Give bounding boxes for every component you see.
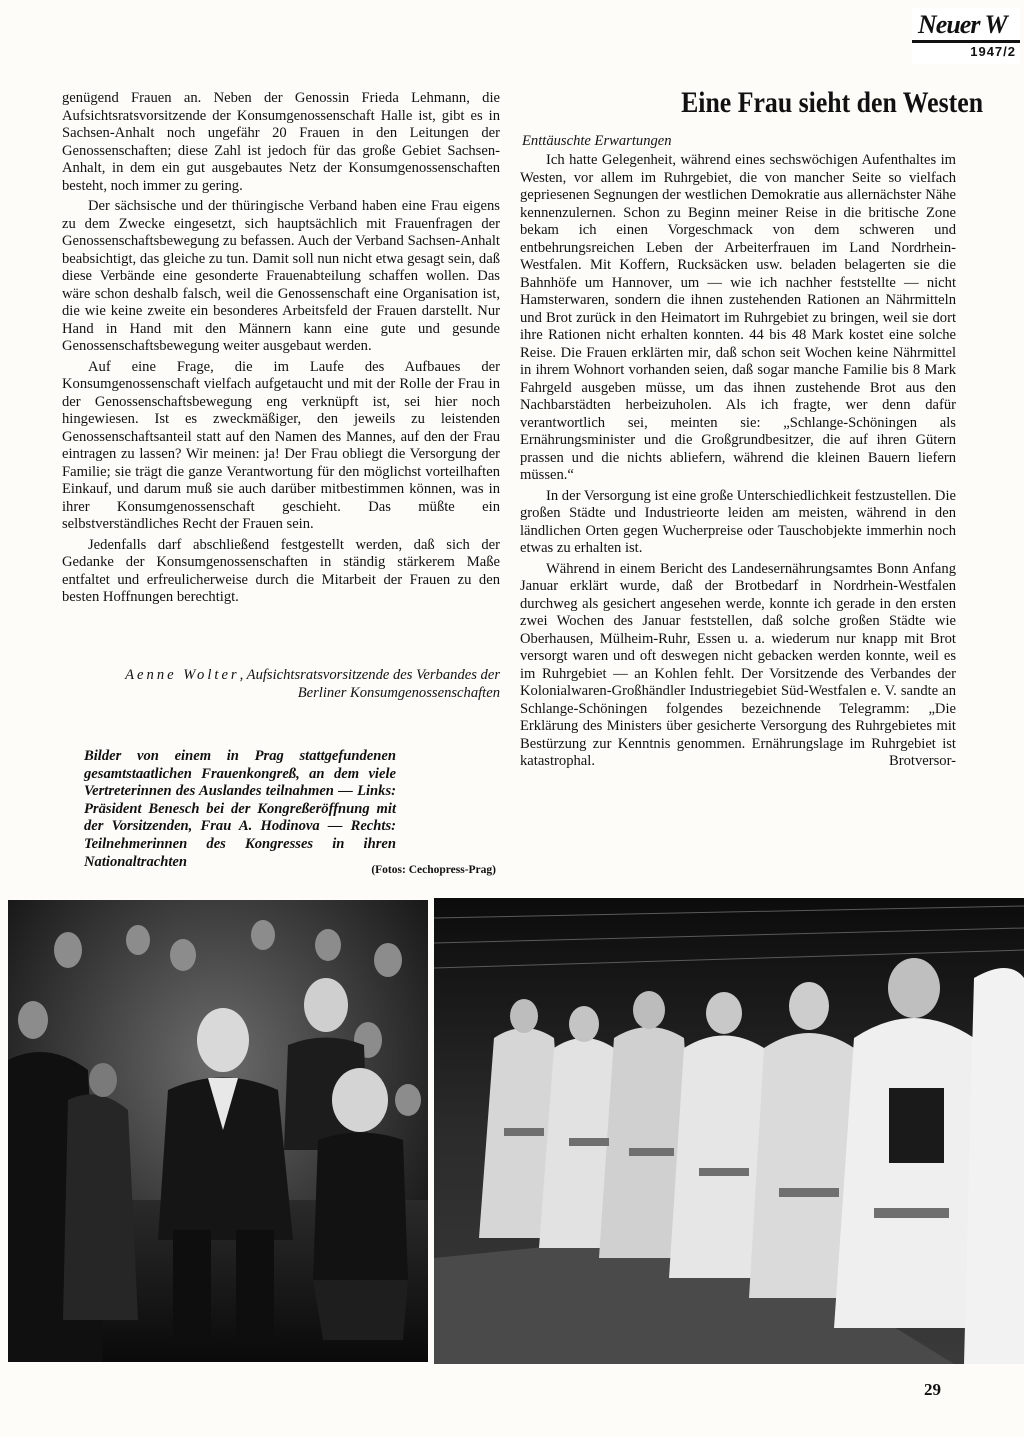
new-paragraph-3: Während in einem Bericht des Landesernährungsamtes Bonn Anfang Januar erklärt wurde, daß der Brotbedarf in Nordrhein-Westfalen durchweg als gesichert angesehen werde, konnte ich gerade in den ersten zwei Wochen des Januar feststellen, daß solche großen Städte wie Oberhausen, Mülheim-Ruhr, Essen u. a. wiederum nur knapp mit Brot versorgt waren und oft deswegen nicht gebacken werden konnte, weil es im Ruhrgebiet — an Kohlen fehlt. Der Vorsitzende des Verbandes der Kolonialwaren-Großhändler Industriegebiet Süd-Westfalen e. V. sandte an Schlange-Schöningen folgendes bezeichnende Telegramm: „Die Erklärung des Ministers über gesicherte Versorgung des Ruhrgebietes mit Bestürzung zur Kenntnis genommen. Ernährungslage im Ruhrgebiet ist katastrophal. Brotversor-	[520, 560, 956, 769]
continued-paragraph-1: genügend Frauen an. Neben der Genossin Frieda Lehmann, die Aufsichtsratsvorsitzende der Konsumgenossenschaft Halle ist, gibt es in Sachsen-Anhalt noch ungefähr 20 Frauen in den Leitungen der Genossenschaften; diese Zahl ist jedoch für das große Gebiet Sachsen-Anhalt, in dem ein gut ausgebautes Netz der Konsumgenossenschaften besteht, noch immer zu gering.	[62, 90, 500, 194]
continued-paragraph-2: Der sächsische und der thüringische Verband haben eine Frau eigens zu dem Zwecke eingesetzt, sich hauptsächlich mit Frauenfragen der Genossenschaftsbewegung zu befassen. Auch der Verband Sachsen-Anhalt beabsichtigt, das gleiche zu tun. Damit soll nun nicht etwa gesagt sein, daß diese Verbände eine gesonderte Frauenabteilung schaffen wollen. Das wäre schon deshalb falsch, weil die Genossenschaft eine Organisation ist, die wie keine zweite ein besonderes Arbeitsfeld der Frauen darstellt. Nur Hand in Hand mit den Männern kann eine gute und gesunde Genossenschaftsbewegung weiter ausgebaut werden.	[62, 198, 500, 354]
author-name: Aenne Wolter	[125, 667, 240, 683]
photo-national-costumes	[434, 898, 1024, 1364]
page-number: 29	[924, 1380, 941, 1399]
author-role: , Aufsichtsratsvorsitzende des Verbandes der Berliner Konsumgenossenschaften	[239, 667, 500, 701]
masthead-issue: 1947/2	[970, 44, 1016, 59]
masthead-rule	[912, 40, 1020, 43]
continued-article-column	[62, 90, 500, 610]
photo-national-costumes-image	[434, 898, 1024, 1364]
photo-credit: (Fotos: Cechopress-Prag)	[371, 864, 496, 876]
continued-paragraph-3: Auf eine Frage, die im Laufe des Aufbaues der Konsumgenossenschaft vielfach aufgetaucht und mit der Rolle der Frau in der Genossenschaftsbewegung eng verknüpft ist, sei hier noch hingewiesen. Ist es zweckmäßiger, den jeweils zu leistenden Genossenschaftsanteil statt auf den Namen des Mannes, auf den der Frau eintragen zu lassen? Wir meinen: ja! Der Frau obliegt die Versorgung der Familie; sie trägt die ganze Verantwortung für den möglichst vorteilhaften Einkauf, und darum muß sie auch darüber mitbestimmen können, was in ihrer Konsumgenossenschaft geschieht. Das müßte ein selbstverständliches Recht der Frauen sein.	[62, 358, 500, 532]
article-headline: Eine Frau sieht den Westen	[681, 86, 984, 119]
masthead-logo: Neuer W	[918, 10, 1007, 39]
masthead	[912, 8, 1020, 64]
author-signature	[120, 667, 500, 702]
continued-paragraph-4: Jedenfalls darf abschließend festgestellt werden, daß sich der Gedanke der Konsumgenossenschaften in ständig stärkerem Maße entfaltet und erfreulicherweise durch die Mitarbeit der Frauen zu den besten Hoffnungen berechtigt.	[62, 536, 500, 605]
new-paragraph-2: In der Versorgung ist eine große Unterschiedlichkeit festzustellen. Die großen Städte und Industrieorte leiden am meisten, während in den ländlichen Orten gegen Wucherpreise oder Tauschobjekte immerhin noch etwas zu erhalten ist.	[520, 487, 956, 556]
article-subheading: Enttäuschte Erwartungen	[522, 133, 672, 149]
photo-congress-opening	[8, 900, 428, 1362]
photo-caption: Bilder von einem in Prag stattgefundenen gesamtstaatlichen Frauenkongreß, an dem viele Vertreterinnen des Auslandes teilnahmen — Links: Präsident Benesch bei der Kongreßeröffnung mit der Vorsitzenden, Frau A. Hodinova — Rechts: Teilnehmerinnen des Kongresses in ihren Nationaltrachten	[84, 748, 396, 870]
new-article-column	[520, 152, 956, 774]
new-paragraph-1: Ich hatte Gelegenheit, während eines sechswöchigen Aufenthaltes im Westen, vor allem im Ruhrgebiet, die von mancher Seite so vielfach gepriesenen Segnungen der westlichen Demokratie aus allernächster Nähe kennenzulernen. Schon zu Beginn meiner Reise in die britische Zone bekam ich einen Vorgeschmack von dem schweren und entbehrungsreichen Leben der Arbeiterfrauen im Land Nordrhein-Westfalen. Mit Koffern, Rucksäcken usw. beladen belagerten sie die Bahnhöfe um Hannover, um — wie ich nachher feststellte — nicht Hamsterwaren, sondern die ihnen zustehenden Rationen an Nährmitteln und Brot zurück in den Heimatort im Ruhrgebiet zu bringen, weil sie dort ihre Rationen nicht erhalten konnten. 44 bis 48 Mark kostet eine solche Reise. Die Frauen erklärten mir, daß schon seit Wochen keine Nährmittel in ihrem Wohnort vorhanden seien, daß sogar manche Familie bis 8 Mark Fahrgeld ausgeben müsse, um das ihnen zustehende Brot aus den Nachbarstädten herbeizuholen. Als ich fragte, wer denn dafür verantwortlich sei, meinten sie: „Schlange-Schöningen als Ernährungsminister und die Großgrundbesitzer, die auf ihren Gütern prassen und die nichts abliefern, während die kleinen Bauern liefern müssen.“	[520, 152, 956, 483]
photo-congress-opening-image	[8, 900, 428, 1362]
